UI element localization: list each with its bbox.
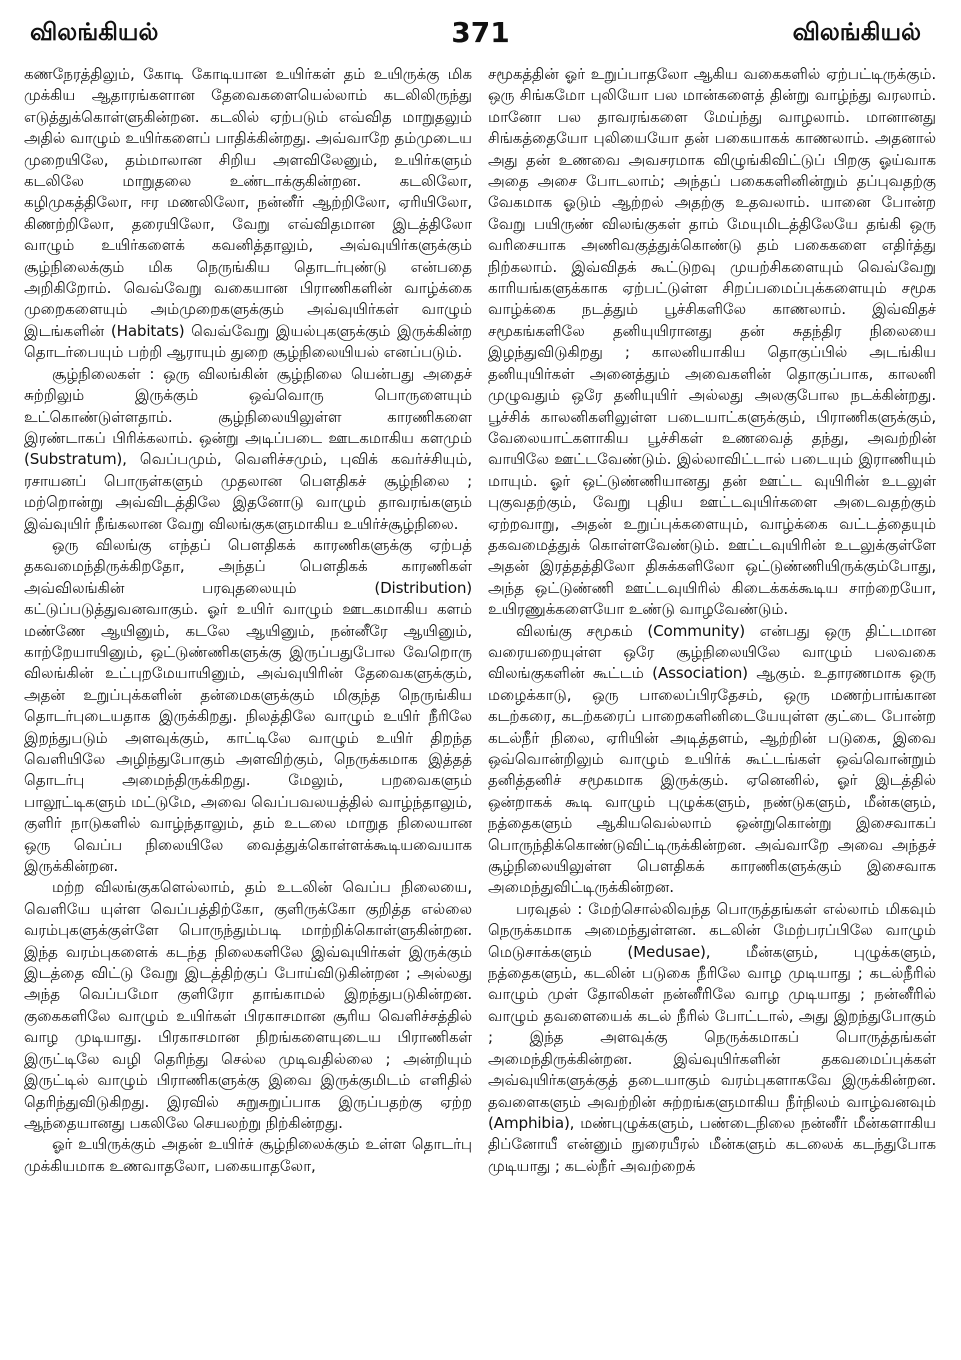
paragraph: பரவுதல் : மேற்சொல்லிவந்த பொருத்தங்கள் எல்லாம் மிகவும் நெருக்கமாக அமைந்துள்ளன. கடலின் மேற்பரப்பிலே வாழும் மெடுசாக்களும் (Medusae), மீன்களும், புழுக்களும், நத்தைகளும், கடலின் படுகை நீரிலே வாழ முடியாது ; கடல்நீரில் வாழும் முள் தோலிகள் நன்னீரிலே வாழ முடியாது ; நன்னீரில் வாழும் தவளையைக் கடல் நீரில் போட்டால், அது இறந்துபோகும் ; இந்த அளவுக்கு நெருக்கமாகப் பொருத்தங்கள் அமைந்திருக்கின்றன. இவ்வுயிர்களின் தகவமைப்புக்கள் அவ்வுயிர்களுக்குத் தடையாகும் வரம்புகளாகவே இருக்கின்றன. தவளைகளும் அவற்றின் சுற்றங்களுமாகிய நீர்நிலம் வாழ்வனவும் (Amphibia), மண்புழுக்களும், பண்டைநிலை நன்னீர் மீன்களாகிய திப்னோயீ என்னும் நுரையீரல் மீன்களும் கடலைக் கடந்துபோக முடியாது ; கடல்நீர் அவற்றைக் (488, 899, 936, 1175)
paragraph: கணநேரத்திலும், கோடி கோடியான உயிர்கள் தம் உயிருக்கு மிக முக்கிய ஆதாரங்களான தேவைகளையெல்லாம் கடலிலிருந்து எடுத்துக்கொள்ளுகின்றன. கடலில் ஏற்படும் எவ்வித மாறுதலும் அதில் வாழும் உயிர்களைப் பாதிக்கின்றது. அவ்வாறே தம்முடைய முறையிலே, தம்மாலான சிறிய அளவிலேனும், உயிர்களும் கடலிலே மாறுதலை உண்டாக்குகின்றன. கடலிலோ, கழிமுகத்திலோ, ஈர மணலிலோ, நன்னீர் ஆற்றிலோ, ஏரியிலோ, கிணற்றிலோ, தரையிலோ, வேறு எவ்விதமான இடத்திலோ வாழும் உயிர்களைக் கவனித்தாலும், அவ்வுயிர்களுக்கும் சூழ்நிலைக்கும் மிக நெருங்கிய தொடர்புண்டு என்பதை அறிகிறோம். வெவ்வேறு வகையான பிராணிகளின் வாழ்க்கை முறைகளையும் அம்முறைகளுக்கும் அவ்வுயிர்கள் வாழும் இடங்களின் (Habitats) வெவ்வேறு இயல்புகளுக்கும் இருக்கின்ற தொடர்பையும் பற்றி ஆராயும் துறை சூழ்நிலையியல் எனப்படும். (24, 65, 472, 362)
paragraph: விலங்கு சமூகம் (Community) என்பது ஒரு திட்டமான வரையறையுள்ள ஒரே சூழ்நிலையிலே வாழும் பலவகை விலங்குகளின் கூட்டம் (Association) ஆகும். உதாரணமாக ஒரு மழைக்காடு, ஒரு பாலைப்பிரதேசம், ஒரு மணற்பாங்கான கடற்கரை, கடற்கரைப் பாறைகளினிடையேயுள்ள குட்டை போன்ற கடல்நீர் நிலை, ஏரியின் அடித்தளம், ஆற்றின் படுகை, இவை ஒவ்வொன்றிலும் வாழும் உயிர்க் கூட்டங்கள் ஒவ்வொன்றும் தனித்தனிச் சமூகமாக இருக்கும். ஏனெனில், ஓர் இடத்தில் ஒன்றாகக் கூடி வாழும் புழுக்களும், நண்டுகளும், மீன்களும், நத்தைகளும் ஆகியவெல்லாம் ஒன்றுகொன்று இசைவாகப் பொருந்திக்கொண்டுவிட்டிருக்கின்றன. அவ்வாறே அவை அந்தச் சூழ்நிலையிலுள்ள பௌதிகக் காரணிகளுக்கும் இசைவாக அமைந்துவிட்டிருக்கின்றன. (488, 621, 936, 897)
paragraph: சூழ்நிலைகள் : ஒரு விலங்கின் சூழ்நிலை யென்பது அதைச் சுற்றிலும் இருக்கும் ஒவ்வொரு பொருளையும் உட்கொண்டுள்ளதாம். சூழ்நிலையிலுள்ள காரணிகளை இரண்டாகப் பிரிக்கலாம். ஒன்று அடிப்படை ஊடகமாகிய களமும் (Substratum), வெப்பமும், வெளிச்சமும், புவிக் கவர்ச்சியும், ரசாயனப் பொருள்களும் முதலான பௌதிகச் சூழ்நிலை ; மற்றொன்று அவ்விடத்திலே இதனோடு வாழும் தாவரங்களும் இவ்வுயிர் நீங்கலான வேறு விலங்குகளுமாகிய உயிர்ச்சூழ்நிலை. (24, 364, 472, 533)
paragraph: சமூகத்தின் ஓர் உறுப்பாதலோ ஆகிய வகைகளில் ஏற்பட்டிருக்கும். ஒரு சிங்கமோ புலியோ பல மான்களைத் தின்று வாழ்ந்து வரலாம். மானோ பல தாவரங்களை மேய்ந்து வாழலாம். மானானது சிங்கத்தையோ புலியையோ தன் பகையாகக் காணலாம். அதனால் அது தன் உணவை அவசரமாக விழுங்கிவிட்டுப் பிறகு ஓய்வாக அதை அசை போடலாம்; அந்தப் பகைகளினின்றும் தப்புவதற்கு வேகமாக ஓடும் ஆற்றல் அதற்கு உதவலாம். யானை போன்ற வேறு பயிருண் விலங்குகள் தாம் மேயுமிடத்திலேயே தங்கி ஒரு வரிசையாக அணிவகுத்துக்கொண்டு தம் பகைகளை எதிர்த்து நிற்கலாம். இவ்விதக் கூட்டுறவு முயற்சிகளையும் வெவ்வேறு காரியங்களுக்காக ஏற்பட்டுள்ள சிறப்பமைப்புக்களையும் சமூக வாழ்க்கை நடத்தும் பூச்சிகளிலே காணலாம். இவ்விதச் சமூகங்களிலே தனியுயிரானது தன் சுதந்திர நிலையை இழந்துவிடுகிறது ; காலனியாகிய தொகுப்பில் அடங்கிய தனியுயிர்கள் அனைத்தும் அவைகளின் தொகுப்பாக, காலனி முழுவதும் ஒரே தனியுயிர் அல்லது அலகுபோல நடக்கின்றது. பூச்சிக் காலனிகளிலுள்ள படையாட்களுக்கும், பிராணிகளுக்கும், வேலையாட்களாகிய பூச்சிகள் உணவைத் தந்து, அவற்றின் வாயிலே ஊட்டவேண்டும். இல்லாவிட்டால் படையும் இராணியும் மாயும். ஓர் ஒட்டுண்ணியானது தன் ஊட்ட வுயிரின் உடலுள் புகுவதற்கும், வேறு புதிய ஊட்டவுயிர்களை அடைவதற்கும் ஏற்றவாறு, அதன் உறுப்புக்களையும், வாழ்க்கை வட்டத்தையும் தகவமைத்துக் கொள்ளவேண்டும். ஊட்டவுயிரின் உடலுக்குள்ளே அதன் இரத்தத்திலோ திசுக்களிலோ ஒட்டுண்ணியிருக்கும்போது, அந்த ஒட்டுண்ணி ஊட்டவுயிரில் கிடைக்கக்கூடிய சாற்றையோ, உயிரணுக்களையோ உண்டு வாழவேண்டும். (488, 65, 936, 619)
running-title-left: விலங்கியல் (30, 18, 159, 46)
page-header (0, 0, 961, 60)
paragraph: ஓர் உயிருக்கும் அதன் உயிர்ச் சூழ்நிலைக்கும் உள்ள தொடர்பு முக்கியமாக உணவாதலோ, பகையாதலோ, (24, 1135, 472, 1175)
running-title-right: விலங்கியல் (792, 18, 921, 46)
right-column (488, 64, 936, 1354)
left-column (24, 64, 472, 1354)
paragraph: மற்ற விலங்குகளெல்லாம், தம் உடலின் வெப்ப நிலையை, வெளியே யுள்ள வெப்பத்திற்கோ, குளிருக்கோ குறித்த எல்லை வரம்புகளுக்குள்ளே பொருந்தும்படி மாற்றிக்கொள்ளுகின்றன. இந்த வரம்புகளைக் கடந்த நிலைகளிலே இவ்வுயிர்கள் இருக்கும் இடத்தை விட்டு வேறு இடத்திற்குப் போய்விடுகின்றன ; அல்லது அந்த வெப்பமோ குளிரோ தாங்காமல் இறந்துபடுகின்றன. குகைகளிலே வாழும் உயிர்கள் பிரகாசமான சூரிய வெளிச்சத்தில் வாழ முடியாது. பிரகாசமான நிறங்களையுடைய பிராணிகள் இருட்டிலே வழி தெரிந்து செல்ல முடிவதில்லை ; அன்றியும் இருட்டில் வாழும் பிராணிகளுக்கு இவை இருக்குமிடம் எளிதில் தெரிந்துவிடுகிறது. இரவில் சுறுசுறுப்பாக இருப்பதற்கு ஏற்ற ஆந்தையானது பகலிலே செயலற்று நிற்கின்றது. (24, 878, 472, 1132)
page-number: 371 (451, 16, 510, 49)
paragraph: ஒரு விலங்கு எந்தப் பௌதிகக் காரணிகளுக்கு ஏற்பத் தகவமைந்திருக்கிறதோ, அந்தப் பௌதிகக் காரணிகள் அவ்விலங்கின் பரவுதலையும் (Distribution) கட்டுப்படுத்துவனவாகும். ஓர் உயிர் வாழும் ஊடகமாகிய களம் மண்ணே ஆயினும், கடலே ஆயினும், நன்னீரே ஆயினும், காற்றேயாயினும், ஒட்டுண்ணிகளுக்கு இருப்பதுபோல வேறொரு விலங்கின் உட்புறமேயாயினும், அவ்வுயிரின் தேவைகளுக்கும், அதன் உறுப்புக்களின் தன்மைகளுக்கும் மிகுந்த நெருங்கிய தொடர்புடையதாக இருக்கிறது. நிலத்திலே வாழும் உயிர் நீரிலே இறந்துபடும் அளவுக்கும், காட்டிலே வாழும் உயிர் திறந்த வெளியிலே அழிந்துபோகும் அளவிற்கும், நெருக்கமாக இத்தத் தொடர்பு அமைந்திருக்கிறது. மேலும், பறவைகளும் பாலூட்டிகளும் மட்டுமே, அவை வெப்பவலயத்தில் வாழ்ந்தாலும், குளிர் நாடுகளில் வாழ்ந்தாலும், தம் உடலை மாறுத நிலையான ஒரு வெப்ப நிலையிலே வைத்துக்கொள்ளக்கூடியவையாக இருக்கின்றன. (24, 535, 472, 876)
